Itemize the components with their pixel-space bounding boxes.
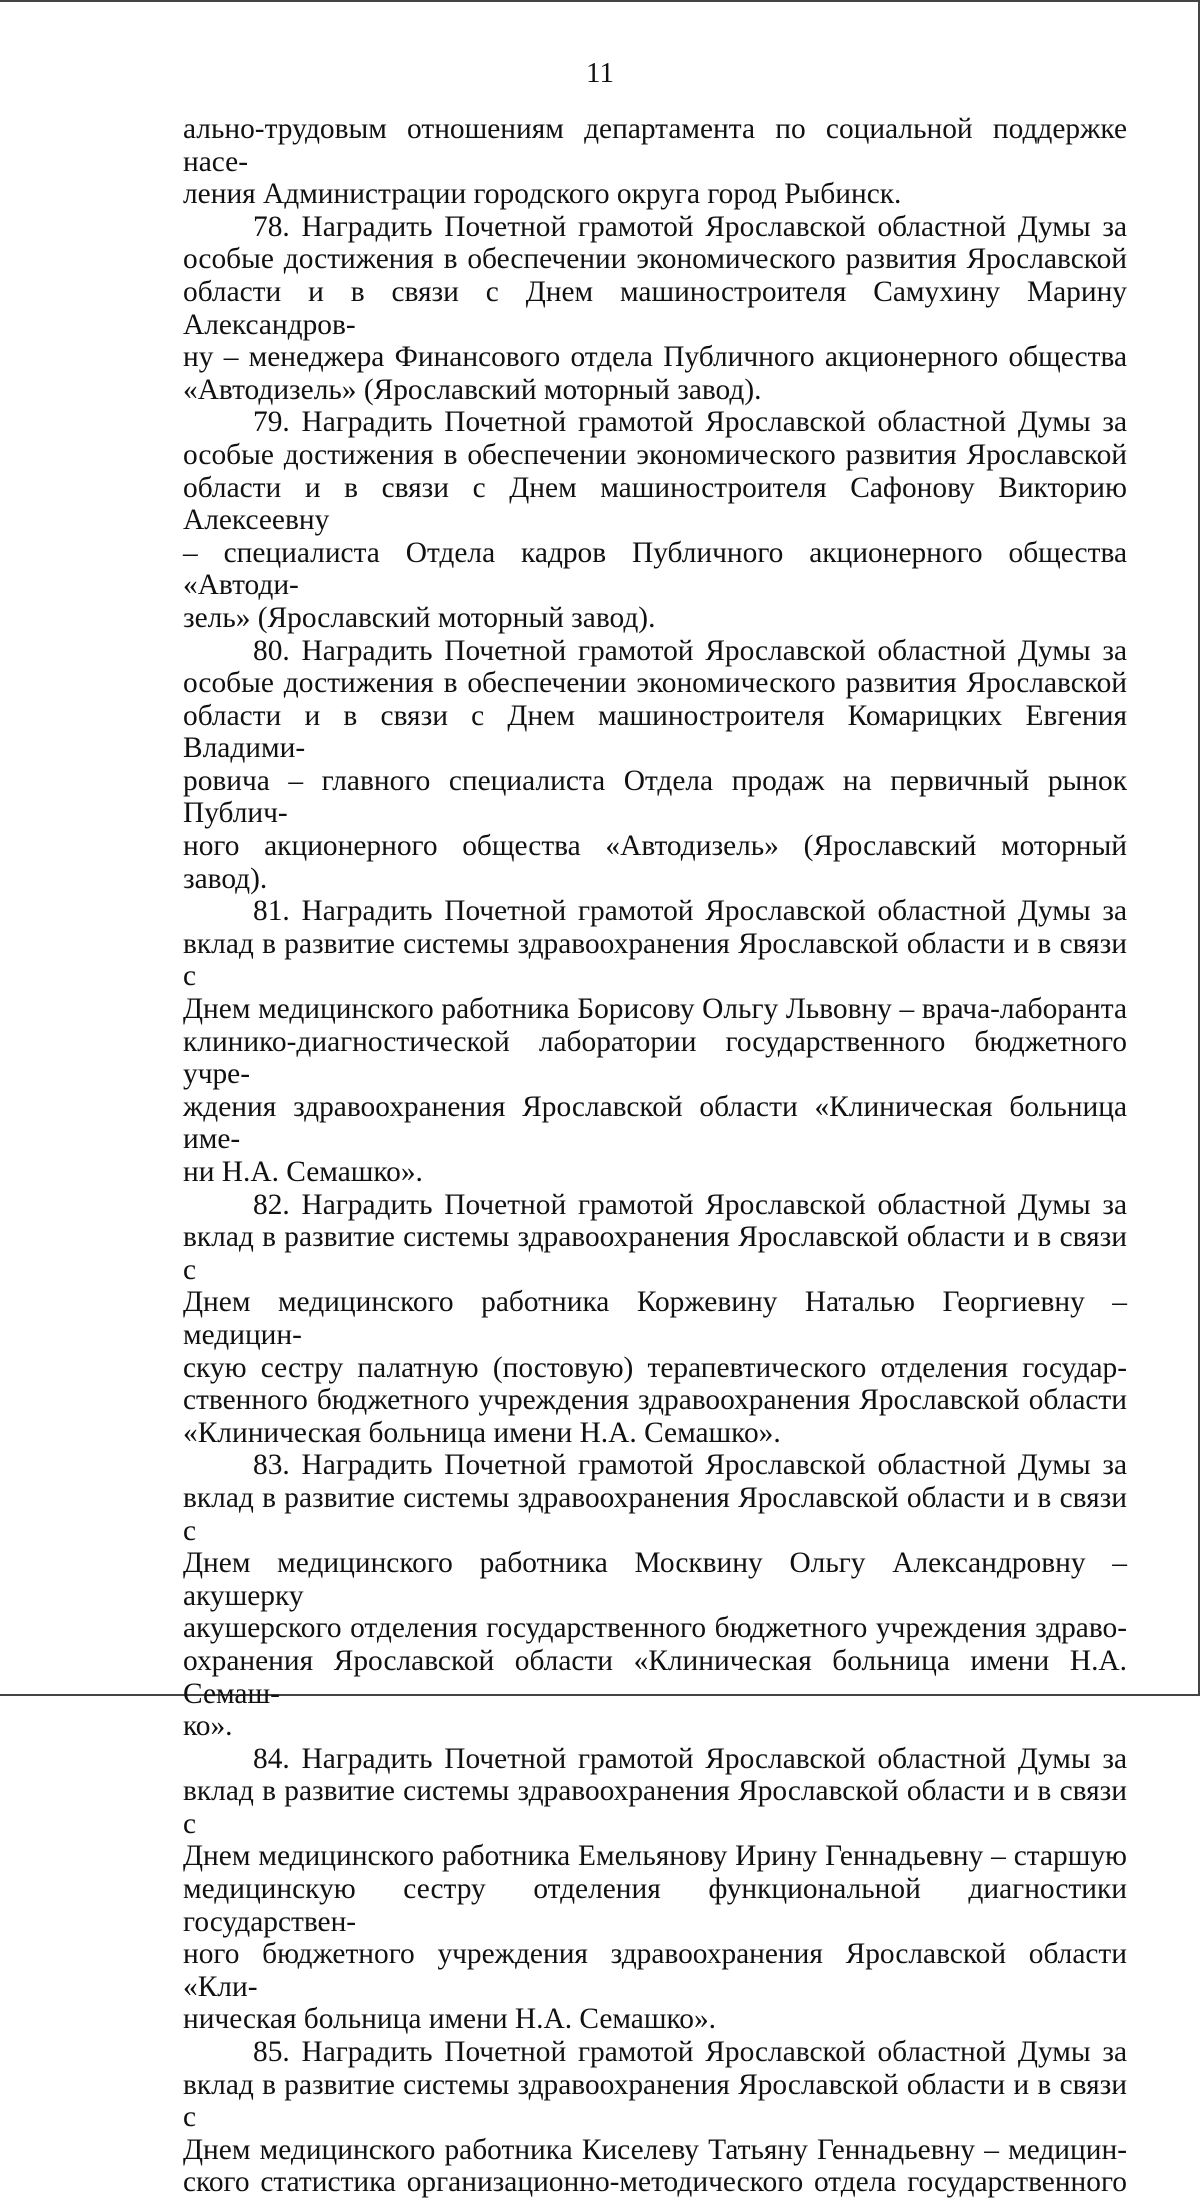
text-line: ально-трудовым отношениям департамента по социальной поддержке насе- [183,113,1127,178]
text-line: 84. Наградить Почетной грамотой Ярославской областной Думы за [253,1742,1127,1775]
text-line: 81. Наградить Почетной грамотой Ярославской областной Думы за [253,895,1127,928]
text-line: 82. Наградить Почетной грамотой Ярославской областной Думы за [253,1188,1127,1221]
text-line: – специалиста Отдела кадров Публичного акционерного общества «Автоди- [183,536,1127,602]
text-line: Днем медицинского работника Коржевину Наталью Георгиевну – медицин- [183,1286,1127,1351]
document-paragraph [183,1449,1127,1742]
text-line: особые достижения в обеспечении экономического развития Ярославской [183,243,1127,276]
document-paragraph [183,211,1127,407]
text-line: Днем медицинского работника Борисову Ольгу Львовну – врача-лаборанта [183,993,1127,1026]
text-line: области и в связи с Днем машиностроителя Комарицких Евгения Владими- [183,699,1127,765]
page-number: 11 [586,57,614,89]
text-line: особые достижения в обеспечении экономического развития Ярославской [183,438,1127,471]
text-line: ровича – главного специалиста Отдела продаж на первичный рынок Публич- [183,764,1127,830]
text-line: ко». [183,1710,233,1743]
text-line: ного акционерного общества «Автодизель» (Ярославский моторный завод). [183,830,1127,895]
text-line: Днем медицинского работника Москвину Ольгу Александровну – акушерку [183,1547,1127,1612]
document-paragraph [183,895,1127,1188]
text-line: ни Н.А. Семашко». [183,1156,423,1188]
document-paragraph [183,2036,1127,2199]
text-line: вклад в развитие системы здравоохранения Ярославской области и в связи с [183,927,1127,993]
text-line: вклад в развитие системы здравоохранения Ярославской области и в связи с [183,1775,1127,1840]
text-line: вклад в развитие системы здравоохранения Ярославской области и в связи с [183,2068,1127,2134]
text-line: скую сестру палатную (постовую) терапевтического отделения государ- [183,1351,1127,1384]
text-line: 79. Наградить Почетной грамотой Ярославской областной Думы за [253,406,1127,439]
text-line: вклад в развитие системы здравоохранения Ярославской области и в связи с [183,1221,1127,1286]
text-line: ного бюджетного учреждения здравоохранения Ярославской области «Кли- [183,1938,1127,2003]
document-paragraph [183,406,1127,634]
text-line: охранения Ярославской области «Клиническая больница имени Н.А. Семаш- [183,1644,1127,1710]
text-line: «Клиническая больница имени Н.А. Семашко». [183,1416,781,1449]
text-line: ственного бюджетного учреждения здравоохранения Ярославской области [183,1384,1127,1417]
text-line: ления Администрации городского округа город Рыбинск. [183,178,902,211]
text-line: 80. Наградить Почетной грамотой Ярославской областной Думы за [253,634,1127,667]
text-line: 78. Наградить Почетной грамотой Ярославской областной Думы за [253,210,1127,243]
document-paragraph [183,635,1127,896]
document-body [183,113,1127,2199]
text-line: ническая больница имени Н.А. Семашко». [183,2003,716,2036]
text-line: Днем медицинского работника Емельянову Ирину Геннадьевну – старшую [183,1840,1127,1873]
text-line: медицинскую сестру отделения функциональной диагностики государствен- [183,1873,1127,1938]
text-line: вклад в развитие системы здравоохранения Ярославской области и в связи с [183,1481,1127,1547]
text-line: акушерского отделения государственного бюджетного учреждения здраво- [183,1612,1127,1645]
text-line: области и в связи с Днем машиностроителя Самухину Марину Александров- [183,275,1127,341]
document-paragraph [183,1189,1127,1450]
text-line: особые достижения в обеспечении экономического развития Ярославской [183,667,1127,700]
text-line: ну – менеджера Финансового отдела Публичного акционерного общества [183,341,1127,374]
document-paragraph [183,1743,1127,2036]
text-line: клинико-диагностической лаборатории государственного бюджетного учре- [183,1025,1127,1091]
text-line: 83. Наградить Почетной грамотой Ярославской областной Думы за [253,1449,1127,1482]
text-line: ждения здравоохранения Ярославской области «Клиническая больница име- [183,1090,1127,1156]
text-line: области и в связи с Днем машиностроителя Сафонову Викторию Алексеевну [183,471,1127,537]
document-paragraph [183,113,1127,211]
text-line: зель» (Ярославский моторный завод). [183,601,656,634]
text-line: Днем медицинского работника Киселеву Татьяну Геннадьевну – медицин- [183,2133,1127,2166]
text-line: ского статистика организационно-методического отдела государственного [183,2166,1127,2199]
text-line: 85. Наградить Почетной грамотой Ярославской областной Думы за [253,2036,1127,2069]
text-line: «Автодизель» (Ярославский моторный завод). [183,373,762,406]
